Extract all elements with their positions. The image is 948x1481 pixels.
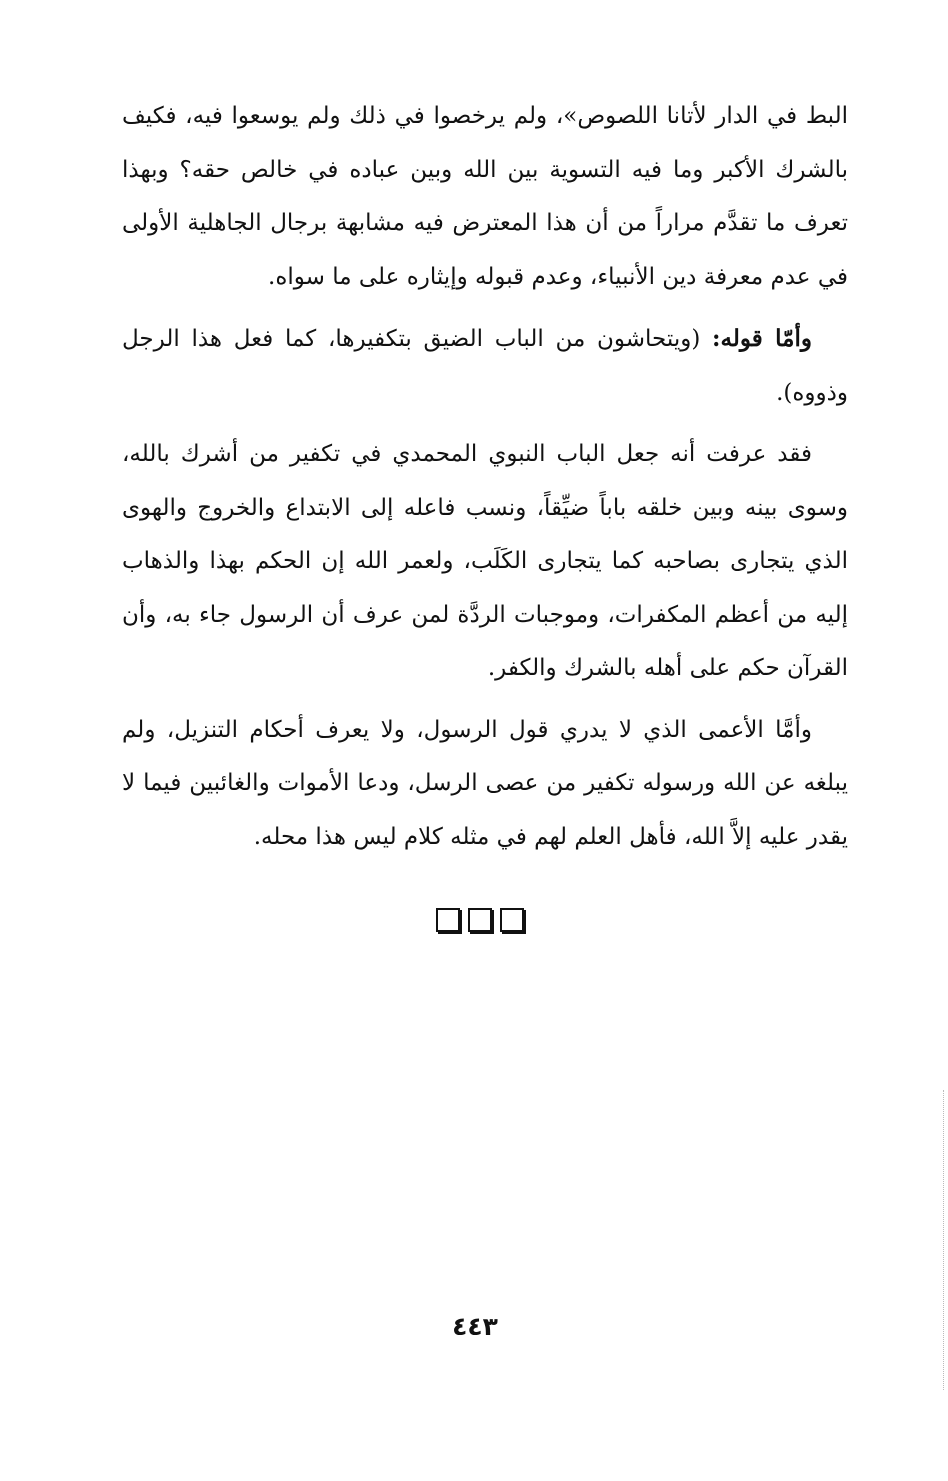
paragraph-2 [122, 312, 848, 420]
paragraph-1 [122, 90, 848, 304]
square-ornament-icon [468, 908, 492, 932]
paragraph-3-text: فقد عرفت أنه جعل الباب النبوي المحمدي في تكفير من أشرك بالله، وسوى بينه وبين خلقه باباً ضيِّقاً، ونسب فاعله إلى الابتداع والخروج والهوى الذي يتجارى بصاحبه كما يتجارى الكَلَب، ولعمر الله إن الحكم بهذا والذهاب إليه من أعظم المكفرات، وموجبات الردَّة لمن عرف أن الرسول جاء به، وأن القرآن حكم على أهله بالشرك والكفر. [122, 441, 848, 681]
paragraph-3 [122, 428, 848, 696]
page-number: ٤٤٣ [452, 1312, 498, 1341]
paragraph-4-text: وأمَّا الأعمى الذي لا يدري قول الرسول، ولا يعرف أحكام التنزيل، ولم يبلغه عن الله ورسوله تكفير من عصى الرسل، ودعا الأموات والغائبين فيما لا يقدر عليه إلاَّ الله، فأهل العلم لهم في مثله كلام ليس هذا محله. [122, 716, 848, 850]
scan-edge-mark [941, 1090, 944, 1390]
section-divider-ornament [436, 908, 536, 934]
paragraph-4 [122, 704, 848, 865]
paragraph-2-text: (ويتحاشون من الباب الضيق بتكفيرها، كما فعل هذا الرجل وذووه). [122, 326, 848, 406]
paragraph-1-text: البط في الدار لأتانا اللصوص»، ولم يرخصوا في ذلك ولم يوسعوا فيه، فكيف بالشرك الأكبر وما فيه التسوية بين الله وبين عباده في خالص حقه؟ وبهذا تعرف ما تقدَّم مراراً من أن هذا المعترض فيه مشابهة برجال الجاهلية الأولى في عدم معرفة دين الأنبياء، وعدم قبوله وإيثاره على ما سواه. [122, 103, 848, 290]
square-ornament-icon [500, 908, 524, 932]
paragraph-2-lead: وأمّا قوله: [712, 325, 812, 352]
body-text [122, 90, 848, 872]
square-ornament-icon [436, 908, 460, 932]
